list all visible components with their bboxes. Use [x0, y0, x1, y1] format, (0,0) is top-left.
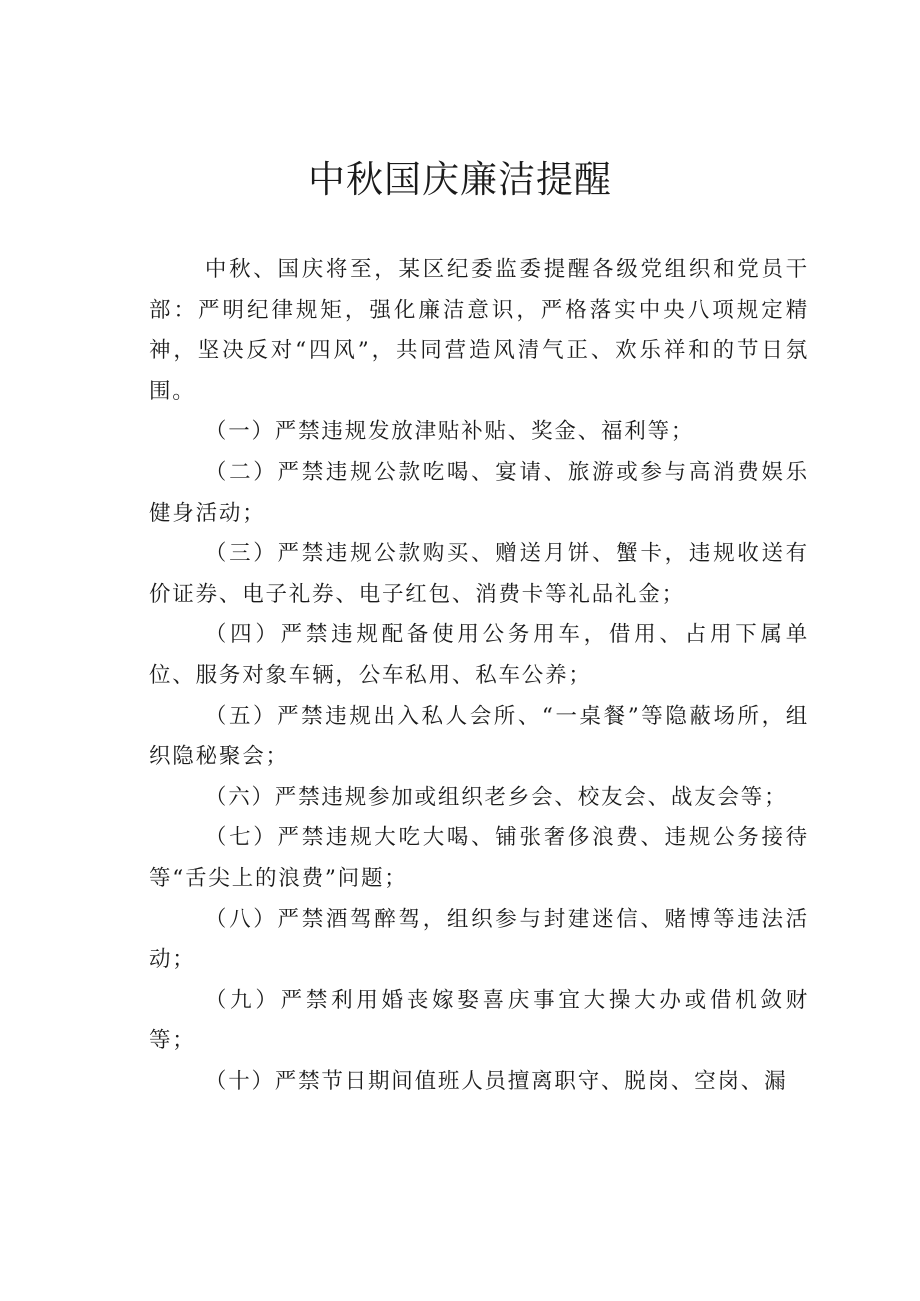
list-item: （二）严禁违规公款吃喝、宴请、旅游或参与高消费娱乐健身活动； — [149, 459, 809, 526]
list-item: （九）严禁利用婚丧嫁娶喜庆事宜大操大办或借机敛财等； — [149, 987, 809, 1054]
document-title: 中秋国庆廉洁提醒 — [308, 158, 612, 201]
list-item: （六）严禁违规参加或组织老乡会、校友会、战友会等； — [204, 784, 788, 810]
list-item: （五）严禁违规出入私人会所、“一桌餐”等隐蔽场所，组织隐秘聚会； — [149, 703, 809, 770]
intro-paragraph: 中秋、国庆将至，某区纪委监委提醒各级党组织和党员干部：严明纪律规矩，强化廉洁意识，严格落实中央八项规定精神，坚决反对“四风”，共同营造风清气正、欢乐祥和的节日氛围。 — [149, 257, 809, 404]
list-item: （十）严禁节日期间值班人员擅离职守、脱岗、空岗、漏 — [204, 1068, 788, 1094]
document-body — [149, 250, 809, 1102]
list-item: （四）严禁违规配备使用公务用车，借用、占用下属单位、服务对象车辆，公车私用、私车公养； — [149, 622, 809, 688]
list-item: （七）严禁违规大吃大喝、铺张奢侈浪费、违规公务接待等“舌尖上的浪费”问题； — [149, 825, 809, 891]
list-item: （三）严禁违规公款购买、赠送月饼、蟹卡，违规收送有价证券、电子礼券、电子红包、消费卡等礼品礼金； — [149, 541, 809, 607]
list-item: （一）严禁违规发放津贴补贴、奖金、福利等； — [204, 419, 695, 445]
list-item: （八）严禁酒驾醉驾，组织参与封建迷信、赌博等违法活动； — [149, 906, 809, 973]
